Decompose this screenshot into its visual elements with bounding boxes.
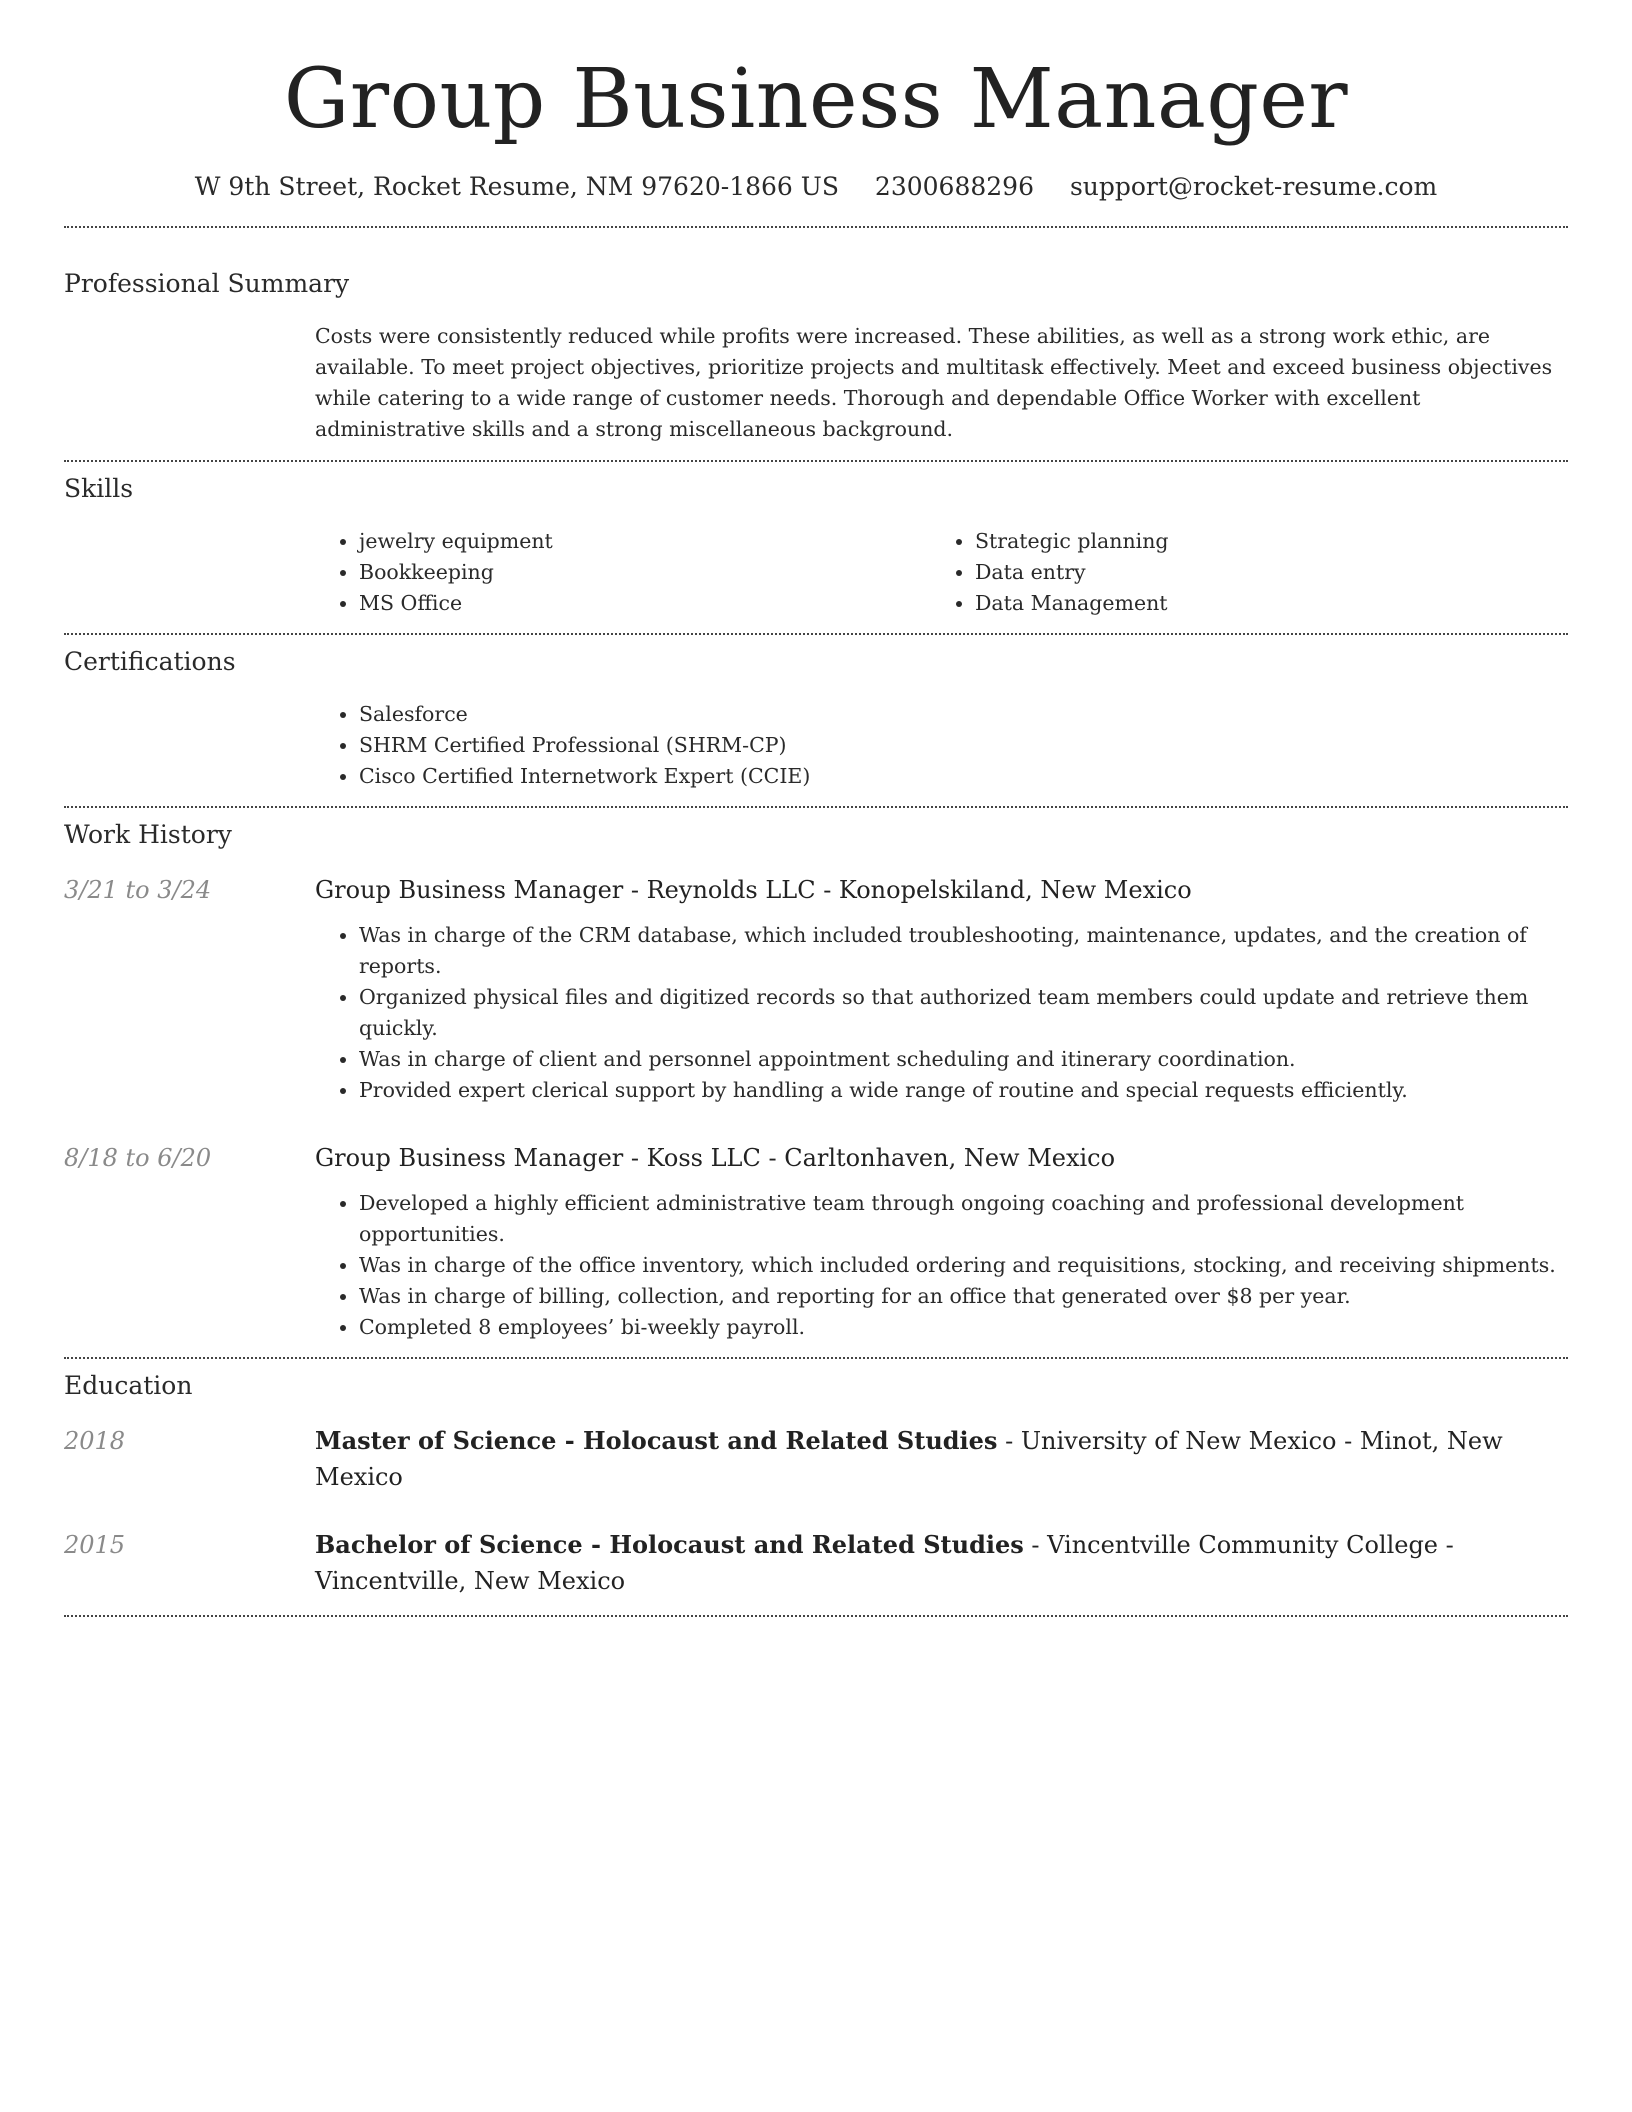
skill-item: • Data entry: [975, 557, 1547, 588]
job-bullet: • Completed 8 employees’ bi-weekly payroll.: [359, 1312, 1568, 1343]
job-bullets: [315, 920, 1568, 1106]
skill-item: • jewelry equipment: [359, 526, 931, 557]
contact-line: [64, 170, 1568, 204]
job-heading: Group Business Manager - Reynolds LLC - Konopelskiland, New Mexico: [315, 876, 1192, 904]
skill-item: • Data Management: [975, 588, 1547, 619]
skills-list-1: [315, 526, 931, 619]
job-bullet: • Organized physical files and digitized records so that authorized team members could update and retrieve them quickly.: [359, 982, 1568, 1044]
job-bullet: • Was in charge of client and personnel appointment scheduling and itinerary coordination.: [359, 1044, 1568, 1075]
divider: [64, 1615, 1568, 1617]
section-title-certifications: Certifications: [64, 647, 236, 676]
education-entry: [64, 1423, 1568, 1495]
job-bullet: • Provided expert clerical support by handling a wide range of routine and special requests efficiently.: [359, 1075, 1568, 1106]
section-title-skills: Skills: [64, 474, 134, 503]
education-degree: Master of Science - Holocaust and Related Studies: [315, 1426, 998, 1455]
certification-item: • SHRM Certified Professional (SHRM-CP): [359, 730, 1568, 761]
resume-name: Group Business Manager: [283, 52, 1349, 147]
education-heading: [315, 1527, 1568, 1599]
education-school: - Vincentville Community College - Vincentville, New Mexico: [315, 1531, 1454, 1595]
education-details: [315, 1423, 1568, 1495]
job-heading: Group Business Manager - Koss LLC - Carltonhaven, New Mexico: [315, 1144, 1116, 1172]
education-entry: [64, 1527, 1568, 1599]
contact-address: W 9th Street, Rocket Resume, NM 97620-1866 US: [194, 172, 839, 201]
education-school: - University of New Mexico - Minot, New Mexico: [315, 1427, 1503, 1491]
job-details: [315, 872, 1568, 1106]
job-dates: 8/18 to 6/20: [64, 1144, 212, 1172]
job-details: [315, 1140, 1568, 1343]
job-bullet: • Was in charge of the office inventory, which included ordering and requisitions, stocking, and receiving shipments.: [359, 1250, 1568, 1281]
skill-item: • MS Office: [359, 588, 931, 619]
education-heading: [315, 1423, 1568, 1495]
skills-column-2: [931, 526, 1547, 619]
resume-page: [64, 0, 1568, 1617]
certifications-body: [315, 699, 1568, 792]
education-year: 2015: [64, 1531, 126, 1559]
contact-email: support@rocket-resume.com: [1069, 172, 1438, 201]
contact-phone: 2300688296: [874, 172, 1034, 201]
skills-grid: [315, 526, 1568, 619]
section-skills: [64, 462, 1568, 619]
skills-column-1: [315, 526, 931, 619]
section-summary: [64, 228, 1568, 445]
certification-item: • Cisco Certified Internetwork Expert (CCIE): [359, 761, 1568, 792]
summary-body: [315, 321, 1568, 445]
education-year: 2018: [64, 1427, 126, 1455]
certifications-list: [315, 699, 1568, 792]
education-details: [315, 1527, 1568, 1599]
section-education: [64, 1359, 1568, 1599]
section-work-history: [64, 808, 1568, 1343]
job-bullets: [315, 1188, 1568, 1343]
skills-list-2: [931, 526, 1547, 619]
certification-item: • Salesforce: [359, 699, 1568, 730]
job-bullet: • Developed a highly efficient administrative team through ongoing coaching and professional development opportunities.: [359, 1188, 1568, 1250]
job-bullet: • Was in charge of the CRM database, which included troubleshooting, maintenance, updates, and the creation of reports.: [359, 920, 1568, 982]
job-dates: 3/21 to 3/24: [64, 876, 212, 904]
skill-item: • Bookkeeping: [359, 557, 931, 588]
job-bullet: • Was in charge of billing, collection, and reporting for an office that generated over $8 per year.: [359, 1281, 1568, 1312]
summary-text: Costs were consistently reduced while profits were increased. These abilities, as well as a strong work ethic, are available. To meet project objectives, prioritize projects and multitask effectively. Meet and exceed business objectives while catering to a wide range of customer needs. Thorough and dependable Office Worker with excellent administrative skills and a strong miscellaneous background.: [315, 324, 1553, 441]
section-title-summary: Professional Summary: [64, 269, 350, 298]
job-entry: [64, 1140, 1568, 1343]
skill-item: • Strategic planning: [975, 526, 1547, 557]
job-entry: [64, 872, 1568, 1106]
section-certifications: [64, 635, 1568, 792]
skills-body: [315, 526, 1568, 619]
section-title-work: Work History: [64, 820, 232, 849]
education-degree: Bachelor of Science - Holocaust and Related Studies: [315, 1530, 1024, 1559]
section-title-education: Education: [64, 1371, 193, 1400]
